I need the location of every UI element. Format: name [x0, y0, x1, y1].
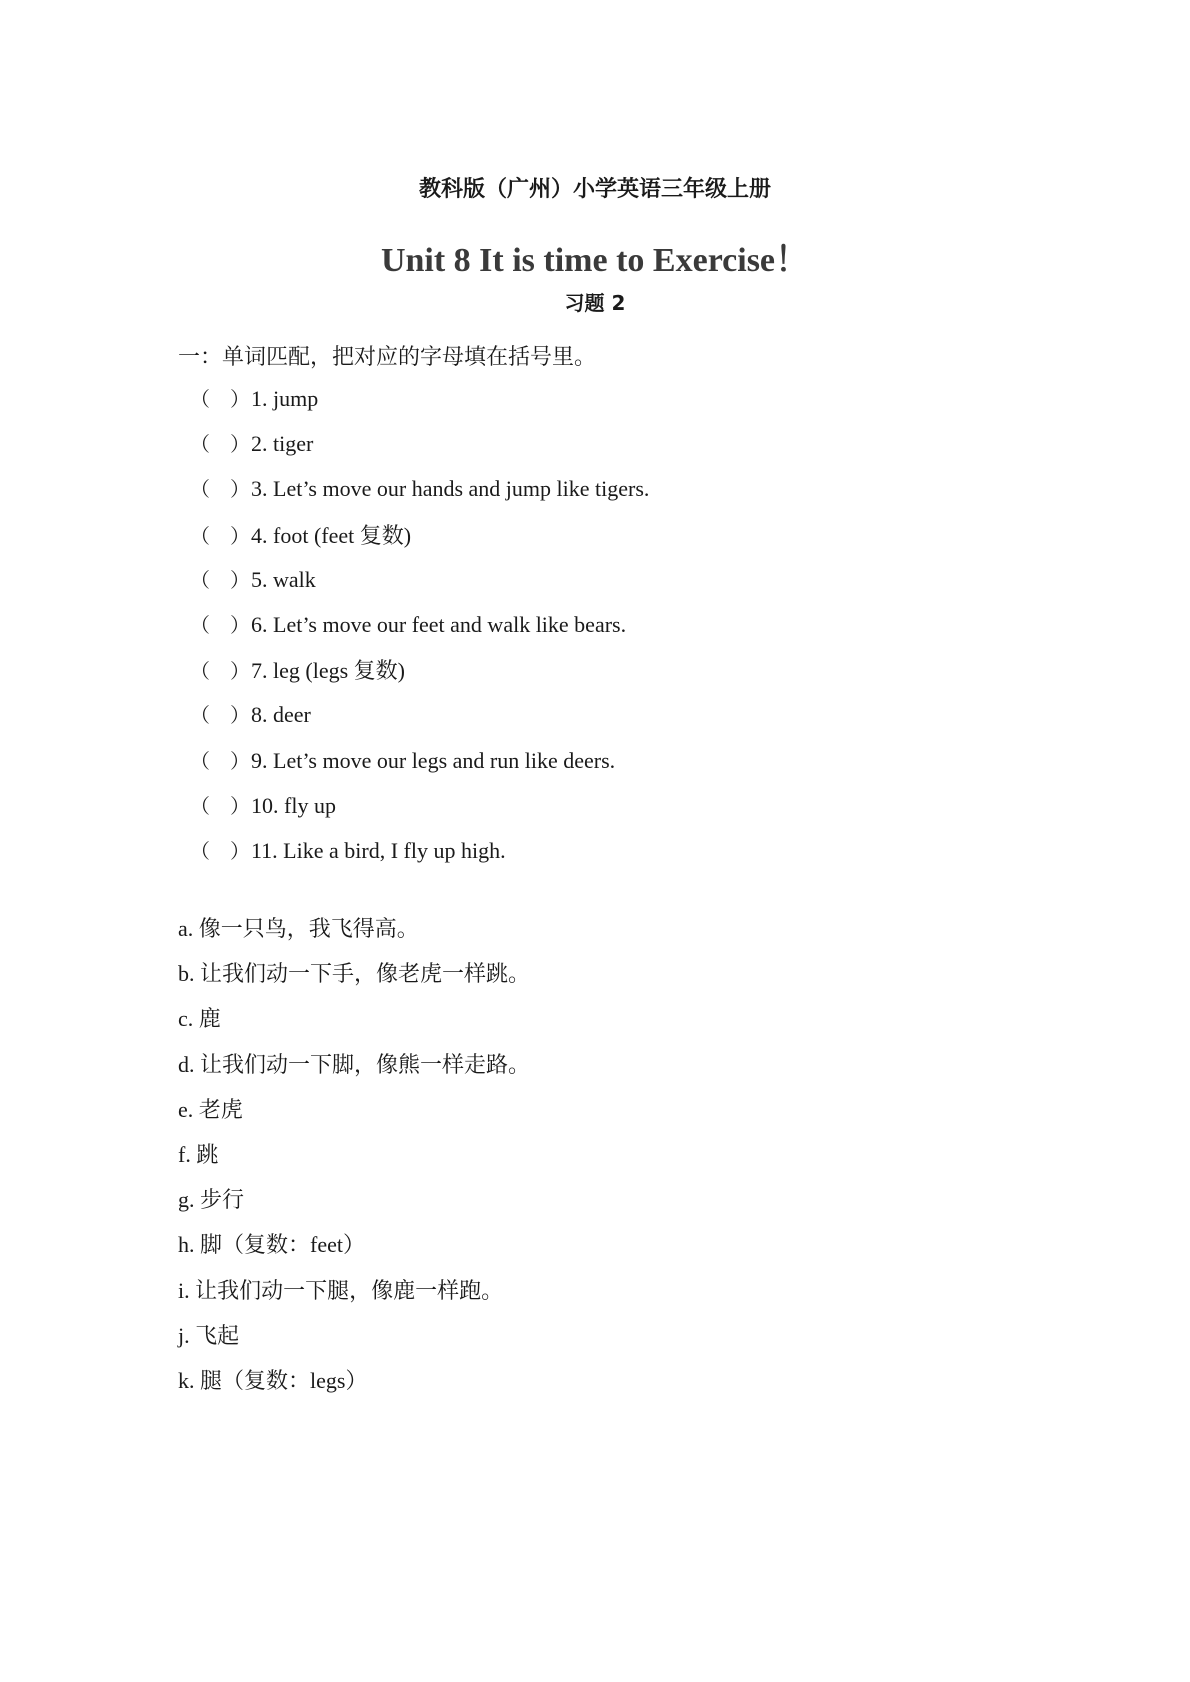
- answer-blank[interactable]: （ ）: [190, 703, 250, 728]
- question-text: 3. Let’s move our hands and jump like tigers.: [251, 476, 650, 502]
- question-item: [190, 745, 615, 774]
- question-item: [190, 609, 626, 638]
- question-item: [190, 699, 311, 728]
- answer-blank[interactable]: （ ）: [190, 613, 250, 637]
- answer-blank[interactable]: （ ）: [190, 567, 250, 592]
- option-item: j. 飞起: [178, 1322, 240, 1348]
- question-text: 11. Like a bird, I fly up high.: [251, 838, 506, 863]
- section-instruction: 一：单词匹配，把对应的字母填在括号里。: [178, 345, 597, 370]
- option-item: g. 步行: [178, 1187, 245, 1213]
- answer-blank[interactable]: （ ）: [190, 793, 250, 818]
- question-text: 10. fly up: [251, 792, 336, 818]
- question-text: 8. deer: [251, 702, 311, 728]
- question-text: 5. walk: [251, 566, 316, 592]
- question-text: 4. foot (feet 复数): [251, 522, 412, 548]
- question-item: [190, 654, 405, 685]
- answer-blank[interactable]: （ ）: [190, 523, 250, 548]
- option-item: k. 腿（复数：legs）: [178, 1368, 368, 1393]
- answer-blank[interactable]: （ ）: [190, 839, 250, 863]
- option-item: h. 脚（复数：feet）: [178, 1232, 365, 1258]
- question-text: 2. tiger: [251, 431, 314, 457]
- question-text: 7. leg (legs 复数): [251, 658, 405, 684]
- question-text: 9. Let’s move our legs and run like deers.: [251, 747, 616, 773]
- option-item: b. 让我们动一下手，像老虎一样跳。: [178, 961, 531, 987]
- option-item: c. 鹿: [178, 1006, 221, 1032]
- question-text: 1. jump: [251, 386, 319, 411]
- option-item: e. 老虎: [178, 1096, 243, 1122]
- option-item: i. 让我们动一下腿，像鹿一样跑。: [178, 1277, 504, 1303]
- question-item: [190, 790, 336, 819]
- answer-blank[interactable]: （ ）: [190, 659, 250, 684]
- question-text: 6. Let’s move our feet and walk like bears.: [251, 612, 627, 637]
- option-item: a. 像一只鸟，我飞得高。: [178, 916, 419, 941]
- question-item: [190, 564, 316, 593]
- question-item: [190, 519, 411, 550]
- answer-blank[interactable]: （ ）: [190, 477, 250, 502]
- question-item: [190, 473, 649, 502]
- option-item: d. 让我们动一下脚，像熊一样走路。: [178, 1051, 531, 1077]
- question-item: [190, 383, 318, 412]
- question-item: [190, 428, 313, 457]
- series-title: 教科版（广州）小学英语三年级上册: [418, 177, 771, 202]
- answer-blank[interactable]: （ ）: [190, 432, 250, 457]
- unit-title: Unit 8 It is time to Exercise！: [380, 242, 810, 279]
- exercise-label: 习题 2: [564, 291, 626, 315]
- question-item: [190, 835, 506, 864]
- option-item: f. 跳: [178, 1142, 219, 1167]
- answer-blank[interactable]: （ ）: [190, 748, 250, 773]
- answer-blank[interactable]: （ ）: [190, 387, 250, 411]
